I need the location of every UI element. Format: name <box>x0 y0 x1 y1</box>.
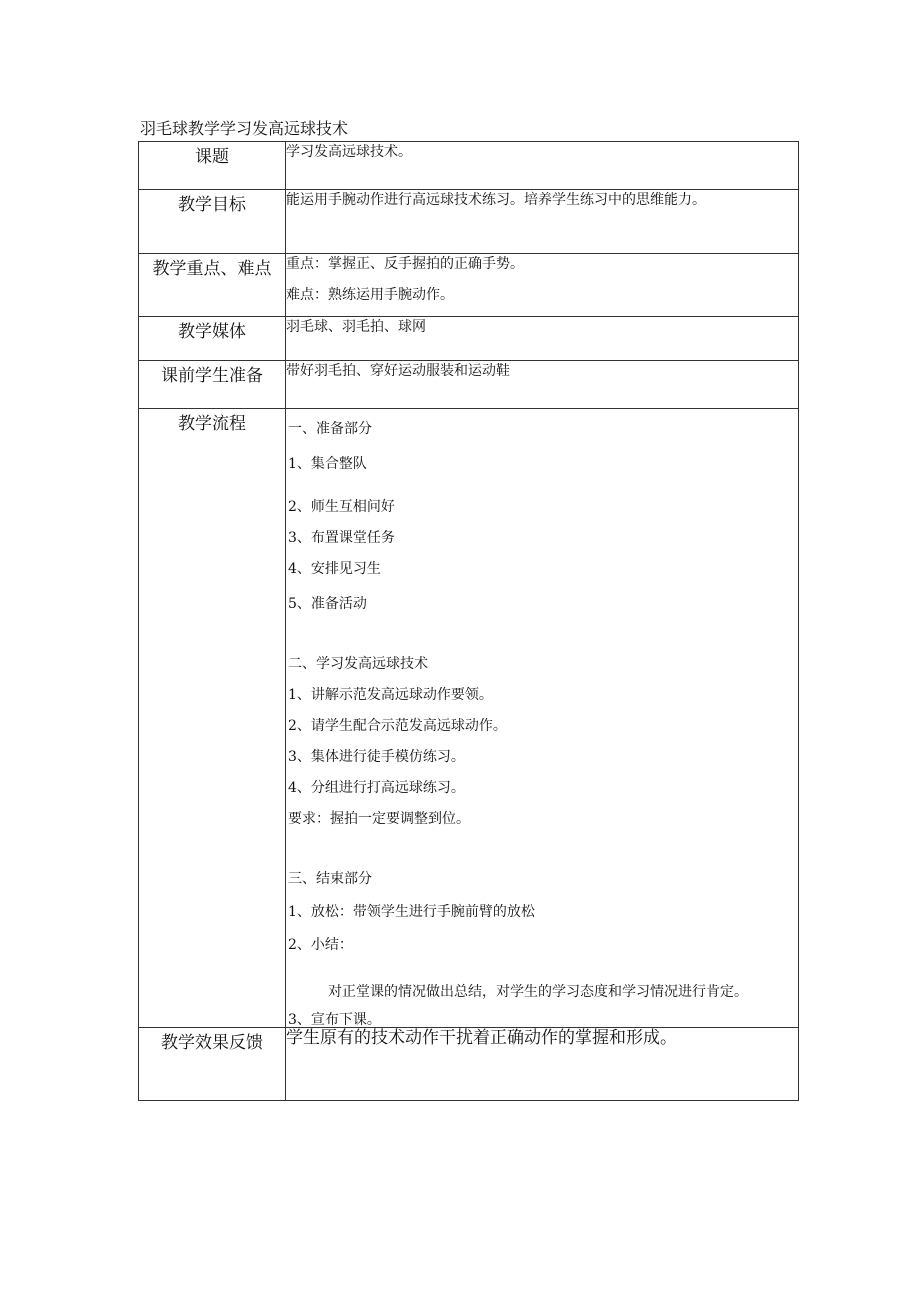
lesson-plan-table <box>138 141 799 1101</box>
table-row <box>139 190 799 254</box>
media-label: 教学媒体 <box>139 317 286 361</box>
feedback-value <box>286 1028 799 1101</box>
process-line: 二、学习发高远球技术 <box>288 656 428 672</box>
table-row <box>139 1028 799 1101</box>
prep-label: 课前学生准备 <box>139 361 286 409</box>
table-row <box>139 409 799 1028</box>
topic-label: 课题 <box>139 142 286 190</box>
process-line: 2、小结： <box>288 937 353 953</box>
media-text: 羽毛球、羽毛拍、球网 <box>286 319 426 335</box>
process-label: 教学流程 <box>139 409 286 1028</box>
difficulty-text: 难点：熟练运用手腕动作。 <box>286 287 454 303</box>
process-line: 对正堂课的情况做出总结，对学生的学习态度和学习情况进行肯定。 <box>328 984 748 1000</box>
process-line: 2、师生互相问好 <box>288 499 395 515</box>
process-line: 4、安排见习生 <box>288 561 381 577</box>
key-point-text: 重点：掌握正、反手握拍的正确手势。 <box>286 256 524 272</box>
prep-value <box>286 361 799 409</box>
table-row <box>139 254 799 317</box>
key-value <box>286 254 799 317</box>
key-label: 教学重点、难点 <box>139 254 286 317</box>
table-row <box>139 361 799 409</box>
process-line: 4、分组进行打高远球练习。 <box>288 780 465 796</box>
process-line: 3、宣布下课。 <box>288 1012 381 1028</box>
process-line: 三、结束部分 <box>288 871 372 887</box>
media-value <box>286 317 799 361</box>
process-line: 5、准备活动 <box>288 596 367 612</box>
process-value <box>286 409 799 1028</box>
goal-text: 能运用手腕动作进行高远球技术练习。培养学生练习中的思维能力。 <box>286 192 706 208</box>
process-line: 要求：握拍一定要调整到位。 <box>288 811 470 827</box>
process-line: 1、集合整队 <box>288 456 367 472</box>
process-line: 3、集体进行徒手模仿练习。 <box>288 749 465 765</box>
process-line: 3、布置课堂任务 <box>288 530 395 546</box>
prep-text: 带好羽毛拍、穿好运动服装和运动鞋 <box>286 363 510 379</box>
document-title: 羽毛球教学学习发高远球技术 <box>140 119 349 138</box>
process-line: 一、准备部分 <box>288 421 372 437</box>
feedback-label: 教学效果反馈 <box>139 1028 286 1101</box>
topic-text: 学习发高远球技术。 <box>286 144 412 160</box>
feedback-text: 学生原有的技术动作干扰着正确动作的掌握和形成。 <box>286 1028 677 1048</box>
process-line: 2、请学生配合示范发高远球动作。 <box>288 718 507 734</box>
goal-value <box>286 190 799 254</box>
table-row <box>139 317 799 361</box>
table-row <box>139 142 799 190</box>
process-line: 1、讲解示范发高远球动作要领。 <box>288 687 493 703</box>
goal-label: 教学目标 <box>139 190 286 254</box>
process-line: 1、放松：带领学生进行手腕前臂的放松 <box>288 904 535 920</box>
topic-value <box>286 142 799 190</box>
